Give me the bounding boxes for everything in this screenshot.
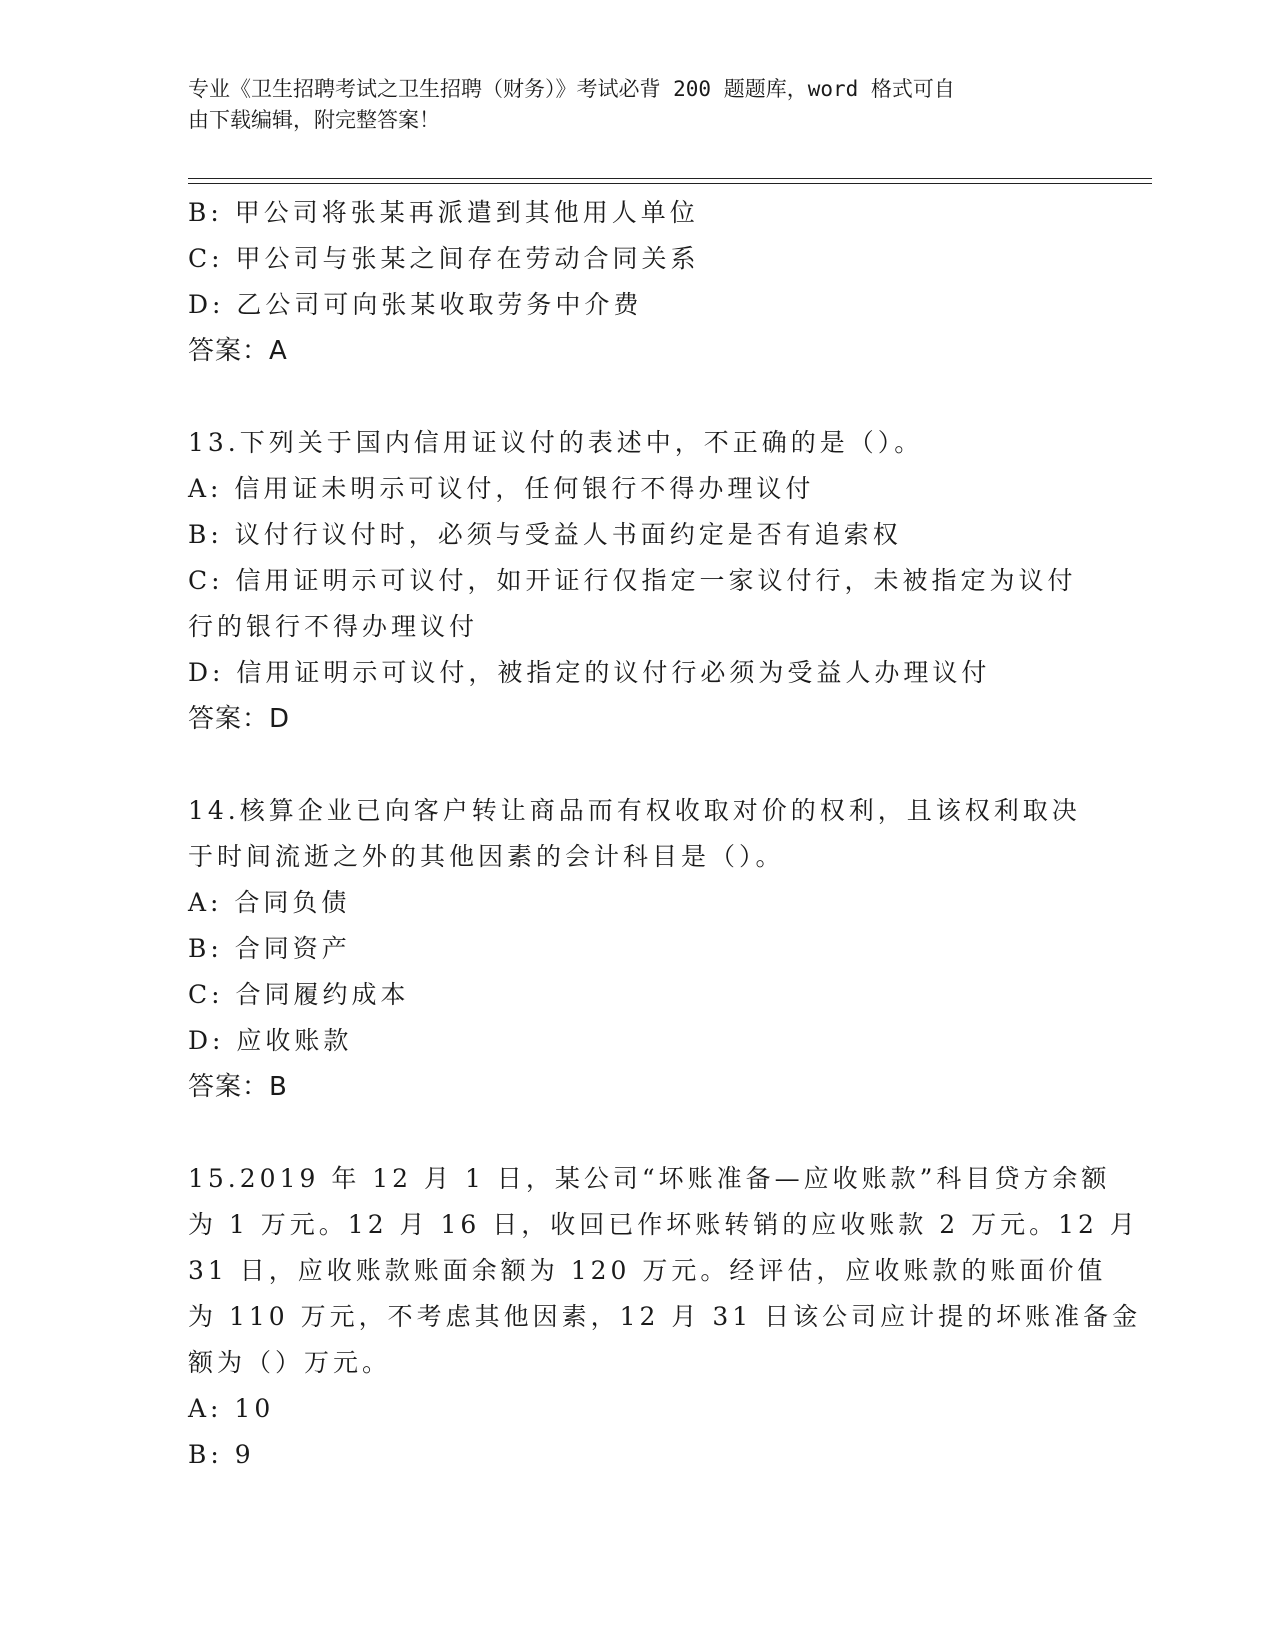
option-c-continued: 行的银行不得办理议付	[188, 612, 479, 641]
document-body	[188, 190, 1142, 1478]
option-a: A: 信用证未明示可议付，任何银行不得办理议付	[188, 474, 815, 503]
header-line-2: 由下载编辑，附完整答案！	[188, 108, 440, 132]
option-b: B: 甲公司将张某再派遣到其他用人单位	[188, 198, 699, 227]
header-divider-bottom	[188, 183, 1152, 184]
question-stem-continued: 31 日，应收账款账面余额为 120 万元。经评估，应收账款的账面价值	[188, 1256, 1107, 1285]
spacer	[188, 1110, 1088, 1156]
option-d: D: 乙公司可向张某收取劳务中介费	[188, 290, 643, 319]
question-stem-continued: 为 110 万元，不考虑其他因素，12 月 31 日该公司应计提的坏账准备金	[188, 1302, 1142, 1331]
answer: 答案：B	[188, 1072, 288, 1102]
header-divider-top	[188, 178, 1152, 179]
spacer	[188, 742, 1088, 788]
option-b: B: 议付行议付时，必须与受益人书面约定是否有追索权	[188, 520, 902, 549]
question-stem: 13.下列关于国内信用证议付的表述中，不正确的是（）。	[188, 428, 924, 457]
option-c: C: 甲公司与张某之间存在劳动合同关系	[188, 244, 700, 273]
header-line-1: 专业《卫生招聘考试之卫生招聘（财务）》考试必背 200 题题库，word 格式可自	[188, 77, 955, 101]
question-stem-continued: 为 1 万元。12 月 16 日，收回已作坏账转销的应收账款 2 万元。12 月	[188, 1210, 1139, 1239]
option-d: D: 应收账款	[188, 1026, 353, 1055]
question-15	[188, 1156, 1142, 1478]
option-c: C: 合同履约成本	[188, 980, 410, 1009]
option-b: B: 9	[188, 1440, 255, 1469]
question-stem-continued: 于时间流逝之外的其他因素的会计科目是（）。	[188, 842, 785, 871]
option-b: B: 合同资产	[188, 934, 351, 963]
question-14	[188, 788, 1088, 1110]
question-12	[188, 190, 1088, 374]
answer: 答案：D	[188, 704, 291, 734]
question-stem-continued: 额为（）万元。	[188, 1348, 392, 1377]
document-header	[188, 74, 1088, 136]
option-c: C: 信用证明示可议付，如开证行仅指定一家议付行，未被指定为议付	[188, 566, 1077, 595]
option-a: A: 合同负债	[188, 888, 351, 917]
answer: 答案：A	[188, 336, 288, 366]
option-a: A: 10	[188, 1394, 275, 1423]
question-13	[188, 420, 1088, 742]
question-stem: 15.2019 年 12 月 1 日，某公司“坏账准备—应收账款”科目贷方余额	[188, 1164, 1111, 1193]
spacer	[188, 374, 1088, 420]
question-stem: 14.核算企业已向客户转让商品而有权收取对价的权利，且该权利取决	[188, 796, 1081, 825]
option-d: D: 信用证明示可议付，被指定的议付行必须为受益人办理议付	[188, 658, 991, 687]
